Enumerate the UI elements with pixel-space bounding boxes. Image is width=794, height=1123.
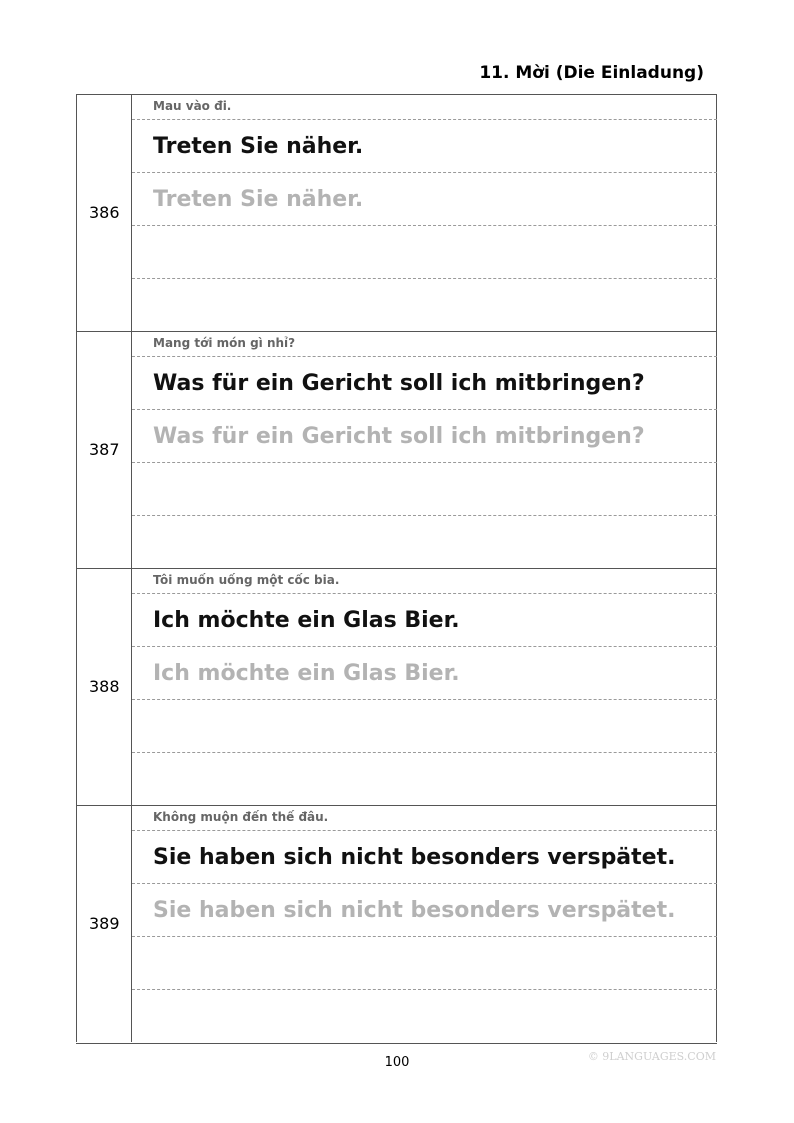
model-sentence: Ich möchte ein Glas Bier. bbox=[153, 608, 460, 633]
entry-number: 387 bbox=[89, 440, 120, 459]
trace-sentence: Was für ein Gericht soll ich mitbringen? bbox=[153, 424, 645, 449]
entry-number: 386 bbox=[89, 203, 120, 222]
writing-line bbox=[132, 278, 717, 279]
translation-hint: Mau vào đi. bbox=[153, 99, 232, 113]
model-sentence: Sie haben sich nicht besonders verspätet. bbox=[153, 845, 676, 870]
worksheet-entry bbox=[76, 331, 717, 568]
entry-divider bbox=[76, 568, 717, 569]
writing-line bbox=[132, 883, 717, 884]
translation-hint: Tôi muốn uống một cốc bia. bbox=[153, 573, 340, 587]
entry-divider bbox=[76, 331, 717, 332]
model-sentence: Was für ein Gericht soll ich mitbringen? bbox=[153, 371, 645, 396]
writing-line bbox=[132, 172, 717, 173]
entry-divider bbox=[76, 805, 717, 806]
page-title: 11. Mời (Die Einladung) bbox=[479, 63, 704, 83]
writing-line bbox=[132, 515, 717, 516]
page-number: 100 bbox=[384, 1055, 410, 1070]
writing-line bbox=[132, 409, 717, 410]
trace-sentence: Treten Sie näher. bbox=[153, 187, 364, 212]
model-sentence: Treten Sie näher. bbox=[153, 134, 364, 159]
writing-line bbox=[132, 830, 717, 831]
worksheet-entry bbox=[76, 805, 717, 1042]
trace-sentence: Sie haben sich nicht besonders verspätet. bbox=[153, 898, 676, 923]
entry-number: 389 bbox=[89, 914, 120, 933]
copyright-notice: © 9LANGUAGES.COM bbox=[587, 1050, 716, 1063]
writing-line bbox=[132, 593, 717, 594]
writing-line bbox=[132, 752, 717, 753]
entry-divider bbox=[76, 94, 717, 95]
writing-line bbox=[132, 225, 717, 226]
translation-hint: Mang tới món gì nhỉ? bbox=[153, 336, 296, 350]
writing-line bbox=[132, 699, 717, 700]
trace-sentence: Ich möchte ein Glas Bier. bbox=[153, 661, 460, 686]
worksheet-entry bbox=[76, 568, 717, 805]
writing-line bbox=[132, 989, 717, 990]
entry-number: 388 bbox=[89, 677, 120, 696]
translation-hint: Không muộn đến thế đâu. bbox=[153, 810, 329, 824]
writing-line bbox=[132, 646, 717, 647]
writing-line bbox=[132, 356, 717, 357]
worksheet-entry bbox=[76, 94, 717, 331]
writing-line bbox=[132, 119, 717, 120]
writing-line bbox=[132, 462, 717, 463]
writing-line bbox=[132, 936, 717, 937]
